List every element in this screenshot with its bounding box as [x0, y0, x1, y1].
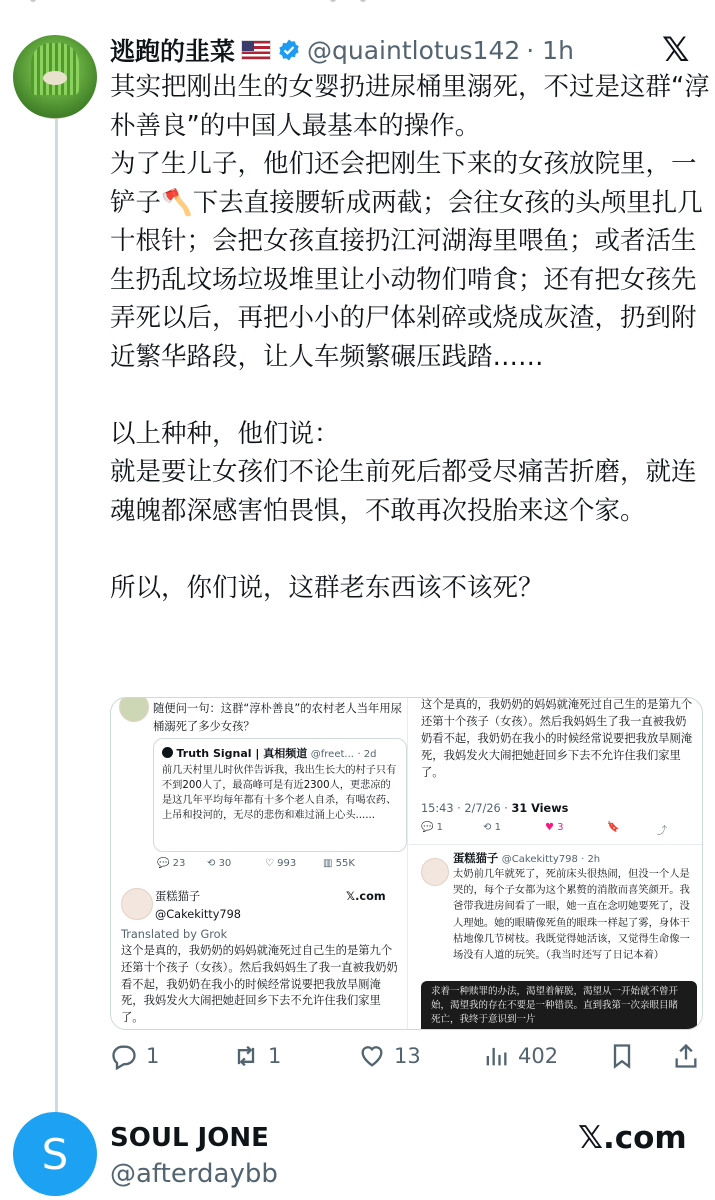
quote-time: · 2d — [357, 749, 377, 760]
right-reply-handle: @Cakekitty798 · 2h — [501, 854, 601, 865]
quote-text: 前几天村里儿时伙伴告诉我，我出生长大的村子只有不到200人了，最高峰可是有近2300人，更悲凉的是这几年平均每年都有十多个老人自杀，有喝农药、上吊和投河的，无尽的悲伤和难过涌上心头...... — [162, 765, 397, 821]
reply-author-name[interactable]: SOUL JONE — [110, 1123, 269, 1153]
media-left-body: 这个是真的，我奶奶的妈妈就淹死过自己生的是第九个还第十个孩子（女孩）。然后我妈妈生了我一直被我奶奶看不起，我奶奶在我小的时候经常说要把我放旱厕淹死，我妈发火大闹把她赶回乡下去不允许住我们家里了。 — [121, 944, 398, 1025]
tweet-header — [110, 33, 574, 67]
repost-icon — [232, 1042, 260, 1070]
media-dark-text-box: 求着一种赎罪的办法，渴望着解脱，渴望从一开始就不曾开始，渴望我的存在不要是一种错误。直到我第一次亲眼目睹死亡，我终于意识到一片 — [421, 981, 697, 1029]
bookmark-button[interactable] — [608, 1042, 644, 1070]
share-icon — [672, 1042, 700, 1070]
share-button[interactable] — [672, 1042, 708, 1070]
mini-avatar-icon — [119, 697, 149, 722]
quote-author: Truth Signal | 真相频道 — [176, 747, 308, 760]
reply-site-label: 𝕏.com — [578, 1120, 687, 1156]
tweet-action-bar — [110, 1042, 700, 1078]
views-button[interactable] — [482, 1042, 558, 1070]
repost-button[interactable] — [232, 1042, 281, 1070]
media-right-body: 这个是真的，我奶奶的妈妈就淹死过自己生的是第九个还第十个孩子（女孩）。然后我妈妈生了我一直被我奶奶看不起，我奶奶在我小的时候经常说要把我放旱厕淹死，我妈发火大闹把她赶回乡下去不允许住我们家里了。 — [421, 698, 693, 779]
like-count: 13 — [394, 1044, 421, 1068]
truth-signal-icon — [162, 747, 173, 758]
media-divider — [407, 698, 408, 1029]
quote-handle: @freet... — [310, 749, 354, 760]
bookmark-icon — [608, 1042, 636, 1070]
reply-author-handle[interactable]: @afterdaybb — [110, 1159, 278, 1189]
us-flag-icon — [241, 40, 271, 60]
cakekitty-avatar — [121, 888, 153, 920]
views-icon — [482, 1042, 510, 1070]
right-reply-text: 太奶前几年就死了，死前床头很热闹，但没一个人是哭的，每个子女都为这个累赘的消散而喜笑颜开。我爸带我进房间看了一眼，她一直在念叨她要死了，没人理她。她的眼睛像死鱼的眼珠一样起了雾，身体干枯地像几节树枝。我既觉得她活该，又觉得生命像一场没有人道的玩笑。（我当时还写了日记本着） — [453, 868, 690, 962]
top-status-remnant — [0, 0, 715, 8]
tweet-time[interactable]: · 1h — [526, 35, 574, 65]
reply-author-avatar[interactable]: S — [13, 1112, 97, 1196]
repost-count: 1 — [268, 1044, 282, 1068]
like-button[interactable] — [358, 1042, 421, 1070]
quote-metrics: 💬 23 ⟲ 30 ♡ 993 ▥ 55K — [157, 858, 355, 869]
reply-icon — [110, 1042, 138, 1070]
card-handle: @Cakekitty798 — [155, 907, 241, 921]
author-handle[interactable]: @quaintlotus142 — [307, 35, 521, 65]
media-quote-card — [153, 738, 407, 852]
author-avatar[interactable] — [13, 35, 97, 119]
tweet-body-text: 其实把刚出生的女婴扔进尿桶里溺死，不过是这群“淳朴善良”的中国人最基本的操作。 为了生儿子，他们还会把刚生下来的女孩放院里，一铲子🪓下去直接腰斩成两截；会往女孩的头颅里扎几十根针；会把女孩直接扔江河湖海里喂鱼；或者活生生扔乱坟场垃圾堆里让小动物们啃食；还有把女孩先弄死以后，再把小小的尸体剁碎或烧成灰渣，扔到附近繁华路段，让人车频繁碾压践踏…… 以上种种，他们说： 就是要让女孩们不论生前死后都受尽痛苦折磨，就连魂魄都深感害怕畏惧，不敢再次投胎来这个家。 所以，你们说，这群老东西该不该死？ — [110, 72, 710, 603]
reply-cakekitty-avatar — [421, 858, 449, 886]
reply-button[interactable] — [110, 1042, 159, 1070]
media-right-timestamp: 15:43 · 2/7/26 · 31 Views — [421, 802, 569, 815]
card-site: 𝕏.com — [346, 890, 386, 903]
card-name: 蛋糕猫子 — [155, 890, 201, 903]
right-reply-name: 蛋糕猫子 — [453, 852, 499, 865]
heart-icon — [358, 1042, 386, 1070]
author-name[interactable]: 逃跑的韭菜 — [110, 37, 236, 66]
reply-count: 1 — [146, 1044, 160, 1068]
x-logo-icon[interactable]: 𝕏 — [662, 30, 690, 70]
tweet-media-image[interactable] — [110, 697, 703, 1030]
thread-connector-line — [55, 108, 58, 1118]
views-count: 402 — [518, 1044, 559, 1068]
translated-by-grok-label: Translated by Grok — [121, 928, 228, 941]
media-right-metrics: 💬 1 ⟲ 1 ♥ 3 🔖 ⤴ — [421, 822, 667, 837]
media-left-question: 随便问一句：这群“淳朴善良”的农村老人当年用尿桶溺死了多少女孩？ — [153, 702, 402, 733]
verified-badge-icon — [277, 38, 301, 62]
